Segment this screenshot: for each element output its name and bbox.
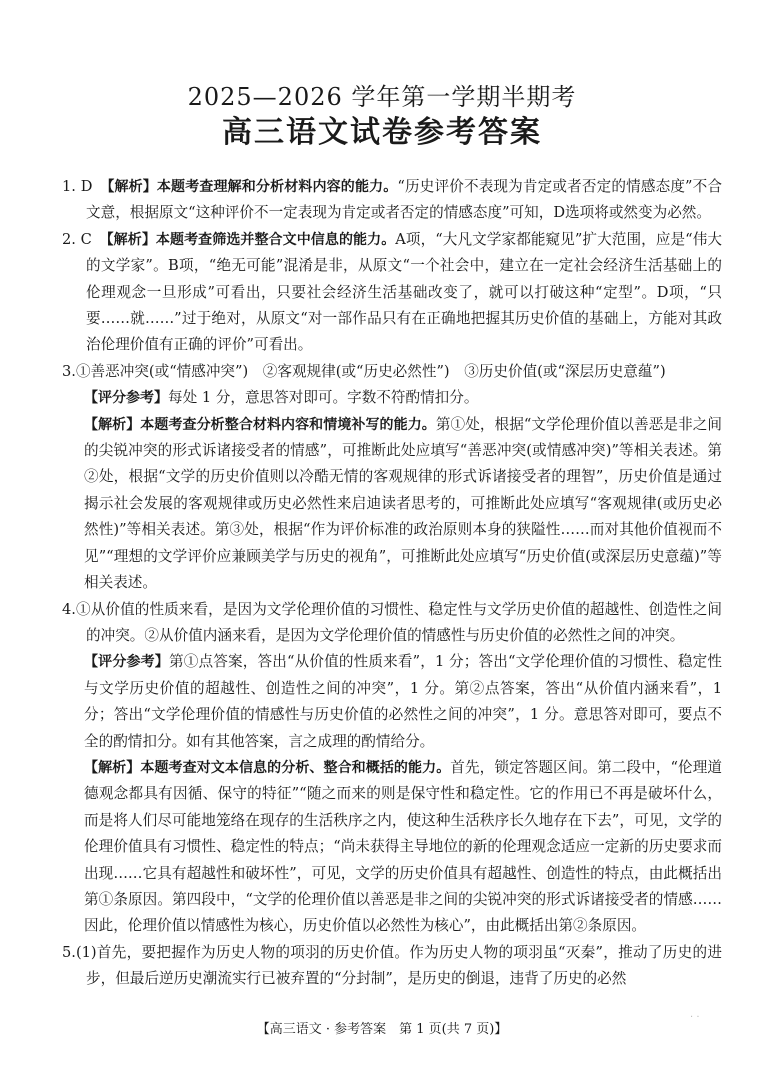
q5-number: 5.	[62, 943, 76, 961]
q1-analysis-tag: 【解析】	[107, 179, 157, 195]
q4-score-text: 第①点答案，答出“从价值的性质来看”，1 分；答出“文学伦理价值的习惯性、稳定性与文学历史价值的超越性、创造性之间的冲突”，1 分。第②点答案，答出“从价值内涵来看”，1 分；答出“文学伦理价值的情感性与历史价值的必然性之间的冲突”，1 分。意思答对即可，要点不全的酌情扣分。如有其他答案，言之成理的酌情给分。	[84, 653, 723, 750]
q4-explanation: 首先，锁定答题区间。第二段中，“伦理道德观念都具有因循、保守的特征”“随之而来的则是保守性和稳定性。它的作用已不再是破坏什么，而是将人们尽可能地笼络在现存的生活秩序之内，使这种生活秩序长久地存在下去”，可见，文学的伦理价值具有习惯性、稳定性的特点；“尚未获得主导地位的新的伦理观念适应一定新的历史要求而出现……它具有超越性和破坏性”，可见，文学的历史价值具有超越性、创造性的特点，由此概括出第①条原因。第四段中，“文学的伦理价值以善恶是非之间的尖锐冲突的形式诉诸接受者的情感……因此，伦理价值以情感性为核心，历史价值以必然性为核心”，由此概括出第②条原因。	[84, 758, 723, 935]
q2-ability: 本题考查筛选并整合文中信息的能力。	[155, 231, 396, 248]
q4-number: 4.	[62, 600, 76, 618]
answer-key-title: 高三语文试卷参考答案	[222, 115, 542, 150]
question-3	[62, 359, 722, 385]
q2-number: 2. C	[62, 230, 92, 248]
q3-number: 3.	[62, 362, 76, 380]
corner-mark: · ·	[690, 1012, 700, 1023]
q4-ability: 本题考查对文本信息的分析、整合和概括的能力。	[140, 759, 451, 776]
question-5	[62, 940, 722, 993]
q1-ability: 本题考查理解和分析材料内容的能力。	[156, 179, 398, 195]
page-footer: 【高三语文 · 参考答案 第 1 页(共 7 页)】	[256, 1022, 508, 1037]
q3-explanation: 第①处，根据“文学伦理价值以善恶是非之间的尖锐冲突的形式诉诸接受者的情感”，可推断此处应填写“善恶冲突(或情感冲突)”等相关表述。第②处，根据“文学的历史价值则以冷酷无情的客观规律的形式诉诸接受者的理智”，历史价值是通过揭示社会发展的客观规律或历史必然性来启迪读者思考的，可推断此处应填写“客观规律(或历史必然性)”等相关表述。第③处，根据“作为评价标准的政治原则本身的狭隘性……而对其他价值视而不见”“理想的文学评价应兼顾美学与历史的视角”，可推断此处应填写“历史价值(或深层历史意蕴)”等相关表述。	[84, 415, 723, 592]
q2-analysis-tag: 【解析】	[106, 231, 156, 248]
q3-ability: 本题考查分析整合材料内容和情境补写的能力。	[140, 416, 436, 433]
q3-answer: ①善恶冲突(或“情感冲突”) ②客观规律(或“历史必然性”) ③历史价值(或“深层历史意蕴”)	[75, 362, 666, 380]
q4-answer: ①从价值的性质来看，是因为文学伦理价值的习惯性、稳定性与文学历史价值的超越性、创造性之间的冲突。②从价值内涵来看，是因为文学伦理价值的情感性与历史价值的必然性之间的冲突。	[75, 600, 722, 644]
q3-score-tag: 【评分参考】	[84, 390, 168, 407]
question-1	[62, 174, 722, 227]
q3-score-text: 每处 1 分，意思答对即可。字数不符酌情扣分。	[168, 389, 479, 407]
q3-analysis	[62, 412, 722, 597]
q4-analysis-tag: 【解析】	[84, 759, 141, 776]
q1-number: 1. D	[62, 178, 93, 195]
q4-scoring	[62, 649, 722, 755]
q5-answer: (1)首先，要把握作为历史人物的项羽的历史价值。作为历史人物的项羽虽“灭秦”，推动了历史的进步，但最后逆历史潮流实行已被弃置的“分封制”，是历史的倒退，违背了历史的必然	[75, 943, 722, 988]
q3-scoring	[62, 385, 722, 411]
exam-term-title: 2025—2026 学年第一学期半期考	[187, 83, 577, 111]
q4-analysis	[62, 755, 722, 940]
question-2	[62, 227, 722, 359]
q3-analysis-tag: 【解析】	[84, 416, 141, 433]
q1-explanation: “历史评价不表现为肯定或者否定的情感态度”不合文意，根据原文“这种评价不一定表现为肯定或者否定的情感态度”可知，D选项将或然变为必然。	[86, 178, 722, 222]
answer-content	[62, 174, 722, 993]
q4-score-tag: 【评分参考】	[84, 654, 169, 671]
q2-explanation: A项，“大凡文学家都能窥见”扩大范围，应是“伟大的文学家”。B项，“绝无可能”混淆是非，从原文“一个社会中，建立在一定社会经济生活基础上的伦理观念一旦形成”可看出，只要社会经济生活基础改变了，就可以打破这种“定型”。D项，“只要……就……”过于绝对，从原文“对一部作品只有在正确地把握其历史价值的基础上，方能对其政治伦理价值有正确的评价”可看出。	[86, 230, 722, 354]
question-4	[62, 597, 722, 650]
